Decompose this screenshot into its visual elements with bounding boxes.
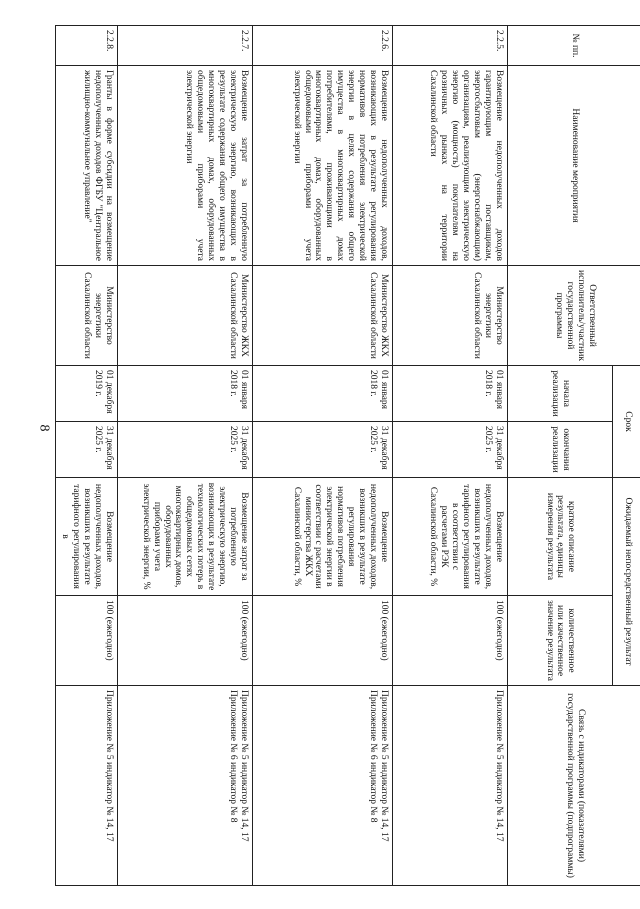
row-num: 2.2.7. — [118, 26, 253, 66]
measures-table — [55, 25, 640, 886]
row-num: 2.2.6. — [253, 26, 393, 66]
row-value: 100 (ежегодно) — [56, 596, 118, 686]
row-link: Приложение № 5 индикатор № 14, 17 Приложение № 6 индикатор № 8 — [118, 686, 253, 886]
row-name: Возмещение затрат за потребленную электрическую энергию, возникающих в результате содержания общего имущества в многоквартирных домах, оборудованных общедомовыми приборами учета электрической энергии — [118, 66, 253, 266]
header-start: начала реализации — [508, 366, 613, 422]
header-num: № пп. — [508, 26, 640, 66]
row-desc: Возмещение недополученных доходов, возникших в результате тарифного регулирования в — [56, 478, 118, 596]
row-resp: Министерство ЖКХ Сахалинской области — [253, 266, 393, 366]
table-row — [118, 26, 253, 886]
row-start: 01 января 2018 г. — [118, 366, 253, 422]
row-start: 01 января 2018 г. — [393, 366, 508, 422]
header-result: Ожидаемый непосредственный результат — [613, 478, 640, 686]
table-row — [393, 26, 508, 886]
row-num: 2.2.5. — [393, 26, 508, 66]
row-desc: Возмещение недополученных доходов, возникших в результате тарифного регулирования в соответствии с расчетами РЭК Сахалинской области, % — [393, 478, 508, 596]
row-end: 31 декабря 2025 г. — [56, 422, 118, 478]
row-end: 31 декабря 2025 г. — [118, 422, 253, 478]
row-name: Гранты в форме субсидии на возмещение недополученных доходов ФГБУ "Центральное жилищно-коммунальное управление" — [56, 66, 118, 266]
rotated-table-area — [60, 25, 640, 885]
row-link: Приложение № 5 индикатор № 14, 17 — [56, 686, 118, 886]
rotated-table-frame — [60, 25, 640, 885]
table-row — [253, 26, 393, 886]
row-desc: Возмещение затрат за потребленную электрическую энергию, возникающих в результате технологических потерь в общедомовых сетях многоквартирных домов, оборудованных приборами учета электрической энергии, % — [118, 478, 253, 596]
header-row-1 — [613, 26, 640, 886]
header-end: окончания реализации — [508, 422, 613, 478]
header-name: Наименование мероприятия — [508, 66, 640, 266]
header-term: Срок — [613, 366, 640, 478]
row-name: Возмещение недополученных доходов гарантирующим поставщикам, энергосбытовым (энергоснабжающим) организациям, реализующим электрическую энергию (мощность) покупателям на розничных рынках на территории Сахалинской области — [393, 66, 508, 266]
row-start: 01 декабря 2019 г. — [56, 366, 118, 422]
row-name: Возмещение недополученных доходов, возникающих в результате регулирования нормативов потребления электрической энергии в целях содержания общего имущества в многоквартирных домах потребителями, проживающими в многоквартирных домах, оборудованных общедомовыми приборами учета электрической энергии — [253, 66, 393, 266]
row-value: 100 (ежегодно) — [253, 596, 393, 686]
row-desc: Возмещение недополученных доходов, возникших в результате регулирования нормативов потребления электрической энергии в соответствии с расчетами министерства ЖКХ Сахалинской области, % — [253, 478, 393, 596]
header-link: Связь с индикаторами (показателями) государственной программы (подпрограммы) — [508, 686, 640, 886]
row-link: Приложение № 5 индикатор № 14, 17 — [393, 686, 508, 886]
row-value: 100 (ежегодно) — [393, 596, 508, 686]
table-row — [56, 26, 118, 886]
row-resp: Министерство ЖКХ Сахалинской области — [118, 266, 253, 366]
row-resp: Министерство энергетики Сахалинской области — [393, 266, 508, 366]
header-resp: Ответственный исполнитель/участник государственной программы — [508, 266, 640, 366]
row-start: 01 января 2018 г. — [253, 366, 393, 422]
header-desc: краткое описание результата, единицы измерения результата — [508, 478, 613, 596]
row-num: 2.2.8. — [56, 26, 118, 66]
row-value: 100 (ежегодно) — [118, 596, 253, 686]
row-end: 31 декабря 2025 г. — [253, 422, 393, 478]
row-end: 31 декабря 2025 г. — [393, 422, 508, 478]
page-number: 8 — [36, 424, 52, 432]
row-resp: Министерство энергетики Сахалинской области — [56, 266, 118, 366]
row-link: Приложение № 5 индикатор № 14, 17 Приложение № 6 индикатор № 8 — [253, 686, 393, 886]
header-value: количественное или качественное значение результата — [508, 596, 613, 686]
